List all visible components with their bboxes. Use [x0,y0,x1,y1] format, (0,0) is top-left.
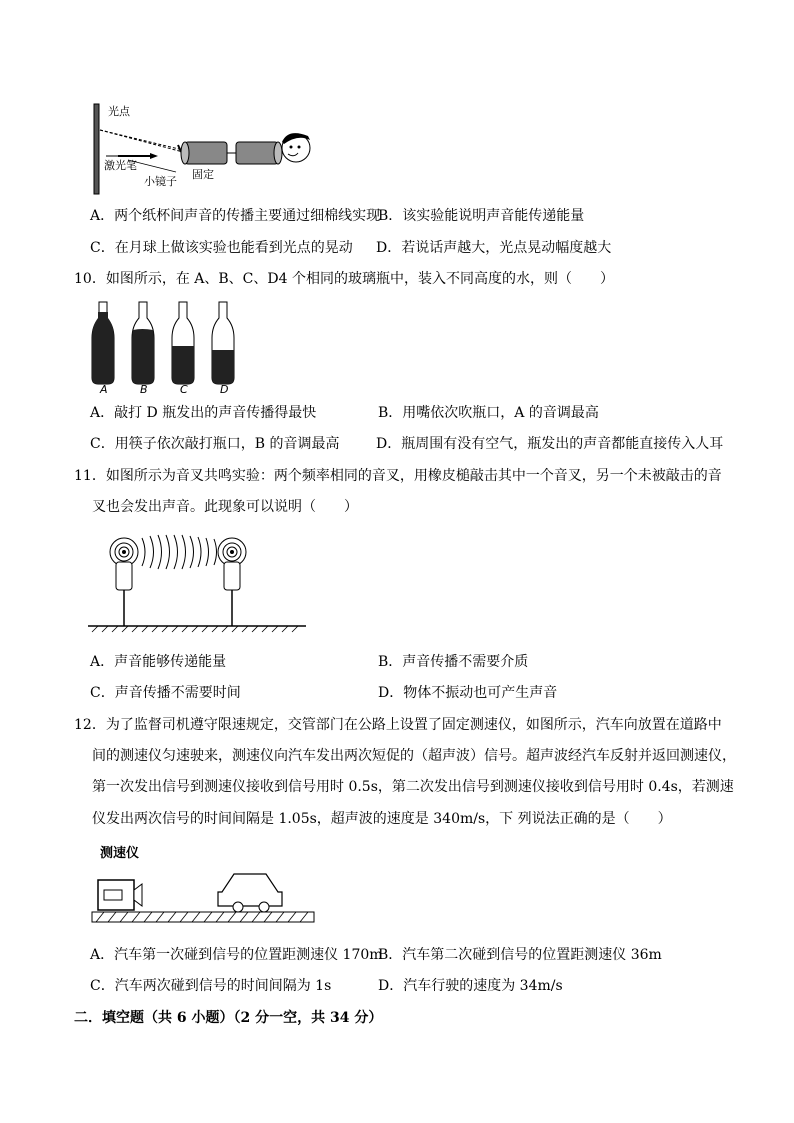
q11-option-c: C．声音传播不需要时间 [90,685,241,701]
bottle-label-b: B [140,383,148,396]
q10-option-a: A．敲打 D 瓶发出的声音传播得最快 [90,405,317,421]
q11-option-b: B．声音传播不需要介质 [378,654,529,670]
q12-option-d: D．汽车行驶的速度为 34m/s [378,978,563,994]
q12-stem-line4: 仪发出两次信号的时间间隔是 1.05s，超声波的速度是 340m/s，下 列说法正确的是（ ） [92,811,672,827]
speed-meter-label: 测速仪 [100,846,140,861]
q9-option-b: B．该实验能说明声音能传递能量 [378,208,585,224]
q12-stem-line2: 间的测速仪匀速驶来，测速仪向汽车发出两次短促的（超声波）信号。超声波经汽车反射并返回测速仪， [92,748,736,764]
q11-stem-line1: 11．如图所示为音叉共鸣实验：两个频率相同的音叉，用橡皮槌敲击其中一个音叉，另一个未被敲击的音 [74,468,722,484]
q10-stem: 10．如图所示，在 A、B、C、D4 个相同的玻璃瓶中，装入不同高度的水，则（ ） [74,271,614,287]
q12-stem-line3: 第一次发出信号到测速仪接收到信号用时 0.5s，第二次发出信号到测速仪接收到信号用时 0.4s，若测速 [92,779,734,795]
q11-option-a: A．声音能够传递能量 [90,654,227,670]
q11-option-d: D．物体不振动也可产生声音 [378,685,558,701]
q10-bottles-figure [88,298,258,396]
q12-option-b: B．汽车第二次碰到信号的位置距测速仪 36m [378,947,662,963]
label-laser-pen: 激光笔 [104,159,137,172]
q12-speed-meter-figure [88,862,318,928]
bottle-label-d: D [220,383,229,396]
q12-option-c: C．汽车两次碰到信号的时间间隔为 1s [90,978,332,994]
bottle-label-c: C [180,383,188,396]
q12-stem-line1: 12．为了监督司机遵守限速规定，交管部门在公路上设置了固定测速仪，如图所示，汽车向放置在道路中 [74,717,722,733]
q10-option-c: C．用筷子依次敲打瓶口，B 的音调最高 [90,436,340,452]
q9-option-d: D．若说话声越大，光点晃动幅度越大 [376,240,612,256]
label-light-spot: 光点 [108,105,130,118]
q9-option-a: A．两个纸杯间声音的传播主要通过细棉线实现 [90,208,381,224]
bottle-label-a: A [100,383,108,396]
q12-option-a: A．汽车第一次碰到信号的位置距测速仪 170m [90,947,383,963]
q11-tuning-fork-figure [88,528,308,638]
label-mirror: 小镜子 [144,175,177,188]
label-fixed: 固定 [192,168,214,181]
q10-option-b: B．用嘴依次吹瓶口，A 的音调最高 [378,405,599,421]
q10-option-d: D．瓶周围有没有空气，瓶发出的声音都能直接传入人耳 [376,436,724,452]
section-2-title: 二．填空题（共 6 小题）（2 分一空，共 34 分） [74,1010,383,1026]
q9-option-c: C．在月球上做该实验也能看到光点的晃动 [90,240,353,256]
q11-stem-line2: 叉也会发出声音。此现象可以说明（ ） [92,499,358,515]
